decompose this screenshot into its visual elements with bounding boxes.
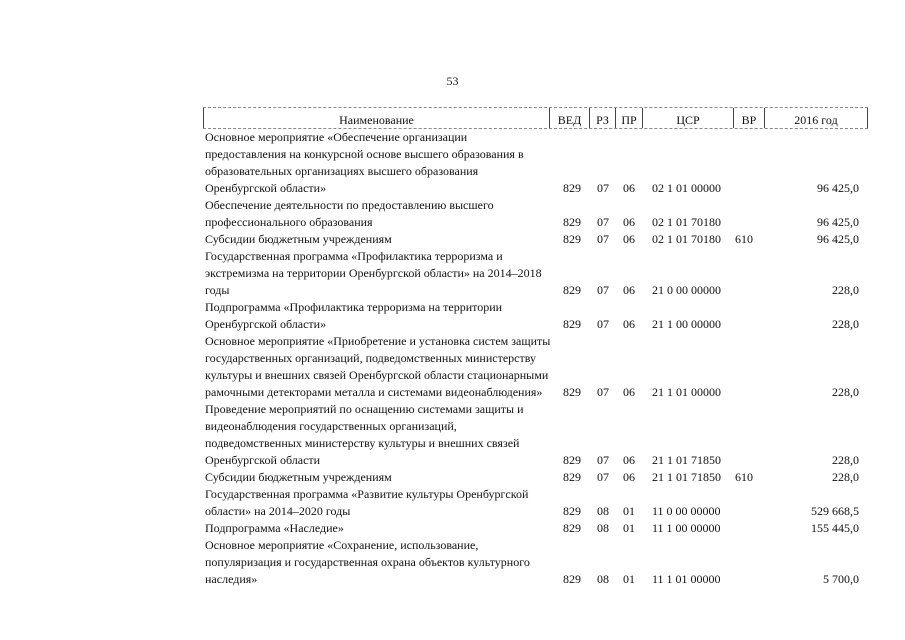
row-name: Субсидии бюджетным учреждениям xyxy=(205,470,392,484)
row-rz: 07 xyxy=(597,283,609,297)
row-ved: 829 xyxy=(563,181,581,195)
row-rz: 07 xyxy=(597,181,609,195)
row-name: Государственная программа «Профилактика терроризма и экстремизма на территории Оренбургской области» на 2014–2018 годы xyxy=(205,249,542,297)
table-row xyxy=(203,197,868,231)
header-csr: ЦСР xyxy=(642,108,733,128)
row-codes xyxy=(549,231,868,248)
row-csr: 21 1 01 00000 xyxy=(652,385,721,399)
row-ved: 829 xyxy=(563,572,581,586)
row-codes xyxy=(549,469,868,486)
table-row xyxy=(203,333,868,401)
budget-table xyxy=(203,107,868,588)
header-pr: ПР xyxy=(615,108,642,128)
row-amount: 96 425,0 xyxy=(817,232,859,246)
row-amount: 228,0 xyxy=(832,317,859,331)
row-name: Подпрограмма «Наследие» xyxy=(205,521,344,535)
row-codes xyxy=(549,520,868,537)
row-name: Проведение мероприятий по оснащению системами защиты и видеонаблюдения государственных организаций, подведомственных министерству культуры и внешних связей Оренбургской области xyxy=(205,402,524,467)
row-rz: 07 xyxy=(597,215,609,229)
row-pr: 06 xyxy=(623,453,635,467)
row-pr: 06 xyxy=(623,232,635,246)
row-csr: 11 0 00 00000 xyxy=(652,504,721,518)
row-amount: 5 700,0 xyxy=(823,572,859,586)
row-codes xyxy=(549,571,868,588)
row-amount: 155 445,0 xyxy=(811,521,859,535)
table-row xyxy=(203,129,868,197)
row-codes xyxy=(549,452,868,469)
table-row xyxy=(203,469,868,486)
header-vr: ВР xyxy=(733,108,764,128)
row-vr: 610 xyxy=(735,470,753,484)
table-row xyxy=(203,486,868,520)
header-rz: РЗ xyxy=(589,108,615,128)
row-amount: 96 425,0 xyxy=(817,181,859,195)
row-pr: 06 xyxy=(623,181,635,195)
row-csr: 21 1 01 71850 xyxy=(652,453,721,467)
row-rz: 07 xyxy=(597,385,609,399)
page-number: 53 xyxy=(446,74,459,88)
row-rz: 08 xyxy=(597,504,609,518)
row-pr: 06 xyxy=(623,470,635,484)
row-ved: 829 xyxy=(563,317,581,331)
row-pr: 06 xyxy=(623,215,635,229)
table-row xyxy=(203,231,868,248)
table-row xyxy=(203,248,868,299)
row-pr: 01 xyxy=(623,521,635,535)
row-csr: 21 1 01 71850 xyxy=(652,470,721,484)
row-ved: 829 xyxy=(563,215,581,229)
row-codes xyxy=(549,282,868,299)
row-name: Основное мероприятие «Приобретение и установка систем защиты государственных организаций, подведомственных министерству культуры и внешних связей Оренбургской области стационарными рамочными детекторами металла и системами видеонаблюдения» xyxy=(205,334,551,399)
row-ved: 829 xyxy=(563,385,581,399)
row-amount: 228,0 xyxy=(832,385,859,399)
header-year: 2016 год xyxy=(764,108,868,128)
row-ved: 829 xyxy=(563,470,581,484)
table-row xyxy=(203,520,868,537)
header-name: Наименование xyxy=(203,108,549,128)
row-name: Подпрограмма «Профилактика терроризма на территории Оренбургской области» xyxy=(205,300,503,331)
table-body xyxy=(203,129,868,588)
row-csr: 02 1 01 70180 xyxy=(652,232,721,246)
row-csr: 11 1 01 00000 xyxy=(652,572,721,586)
row-name: Основное мероприятие «Сохранение, использование, популяризация и государственная охрана объектов культурного наследия» xyxy=(205,538,530,586)
row-codes xyxy=(549,384,868,401)
table-row xyxy=(203,401,868,469)
row-rz: 07 xyxy=(597,317,609,331)
row-pr: 06 xyxy=(623,283,635,297)
header-ved: ВЕД xyxy=(549,108,589,128)
row-ved: 829 xyxy=(563,283,581,297)
row-rz: 08 xyxy=(597,521,609,535)
row-ved: 829 xyxy=(563,504,581,518)
table-row xyxy=(203,299,868,333)
row-vr: 610 xyxy=(735,232,753,246)
row-rz: 08 xyxy=(597,572,609,586)
row-pr: 06 xyxy=(623,317,635,331)
row-name: Субсидии бюджетным учреждениям xyxy=(205,232,392,246)
row-codes xyxy=(549,180,868,197)
row-ved: 829 xyxy=(563,521,581,535)
row-csr: 21 0 00 00000 xyxy=(652,283,721,297)
row-pr: 01 xyxy=(623,572,635,586)
row-pr: 06 xyxy=(623,385,635,399)
row-rz: 07 xyxy=(597,232,609,246)
row-name: Основное мероприятие «Обеспечение организации предоставления на конкурсной основе высшего образования в образовательных организациях высшего образования Оренбургской области» xyxy=(205,130,524,195)
row-amount: 228,0 xyxy=(832,453,859,467)
row-rz: 07 xyxy=(597,470,609,484)
row-codes xyxy=(549,214,868,231)
row-amount: 529 668,5 xyxy=(811,504,859,518)
row-codes xyxy=(549,316,868,333)
row-amount: 228,0 xyxy=(832,470,859,484)
row-csr: 21 1 00 00000 xyxy=(652,317,721,331)
row-pr: 01 xyxy=(623,504,635,518)
table-row xyxy=(203,537,868,588)
row-name: Обеспечение деятельности по предоставлению высшего профессионального образования xyxy=(205,198,494,229)
table-header xyxy=(203,107,868,129)
row-csr: 02 1 01 00000 xyxy=(652,181,721,195)
row-csr: 11 1 00 00000 xyxy=(652,521,721,535)
row-rz: 07 xyxy=(597,453,609,467)
row-ved: 829 xyxy=(563,453,581,467)
row-codes xyxy=(549,503,868,520)
row-csr: 02 1 01 70180 xyxy=(652,215,721,229)
row-name: Государственная программа «Развитие культуры Оренбургской области» на 2014–2020 годы xyxy=(205,487,529,518)
row-amount: 96 425,0 xyxy=(817,215,859,229)
row-amount: 228,0 xyxy=(832,283,859,297)
row-ved: 829 xyxy=(563,232,581,246)
